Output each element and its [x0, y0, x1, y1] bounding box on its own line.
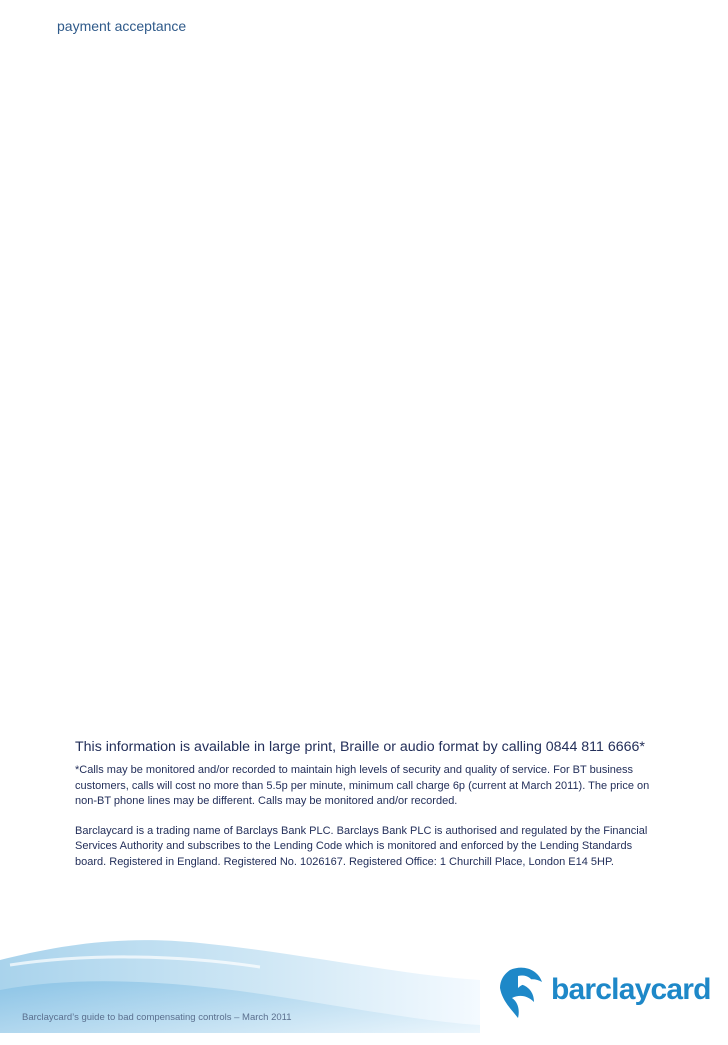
- header-label: payment acceptance: [57, 18, 187, 34]
- barclaycard-logo: barclaycard: [551, 973, 711, 1006]
- footer-caption: Barclaycard’s guide to bad compensating controls – March 2011: [22, 1012, 292, 1023]
- call-charges-note: *Calls may be monitored and/or recorded to maintain high levels of security and quality of service. For BT business customers, calls will cost no more than 5.5p per minute, minimum call charge 6p (current at March 2011). The price on non-BT phone lines may be different. Calls may be monitored and/or recorded.: [75, 764, 650, 807]
- accessibility-notice: This information is available in large print, Braille or audio format by calling 0844 811 6666*: [75, 739, 645, 755]
- contact-notice: [75, 738, 660, 870]
- legal-notice: Barclaycard is a trading name of Barclays Bank PLC. Barclays Bank PLC is authorised and regulated by the Financial Services Authority and subscribes to the Lending Code which is monitored and enforced by the Lending Standards board. Registered in England. Registered No. 1026167. Registered Office: 1 Churchill Place, London E14 5HP.: [75, 824, 648, 868]
